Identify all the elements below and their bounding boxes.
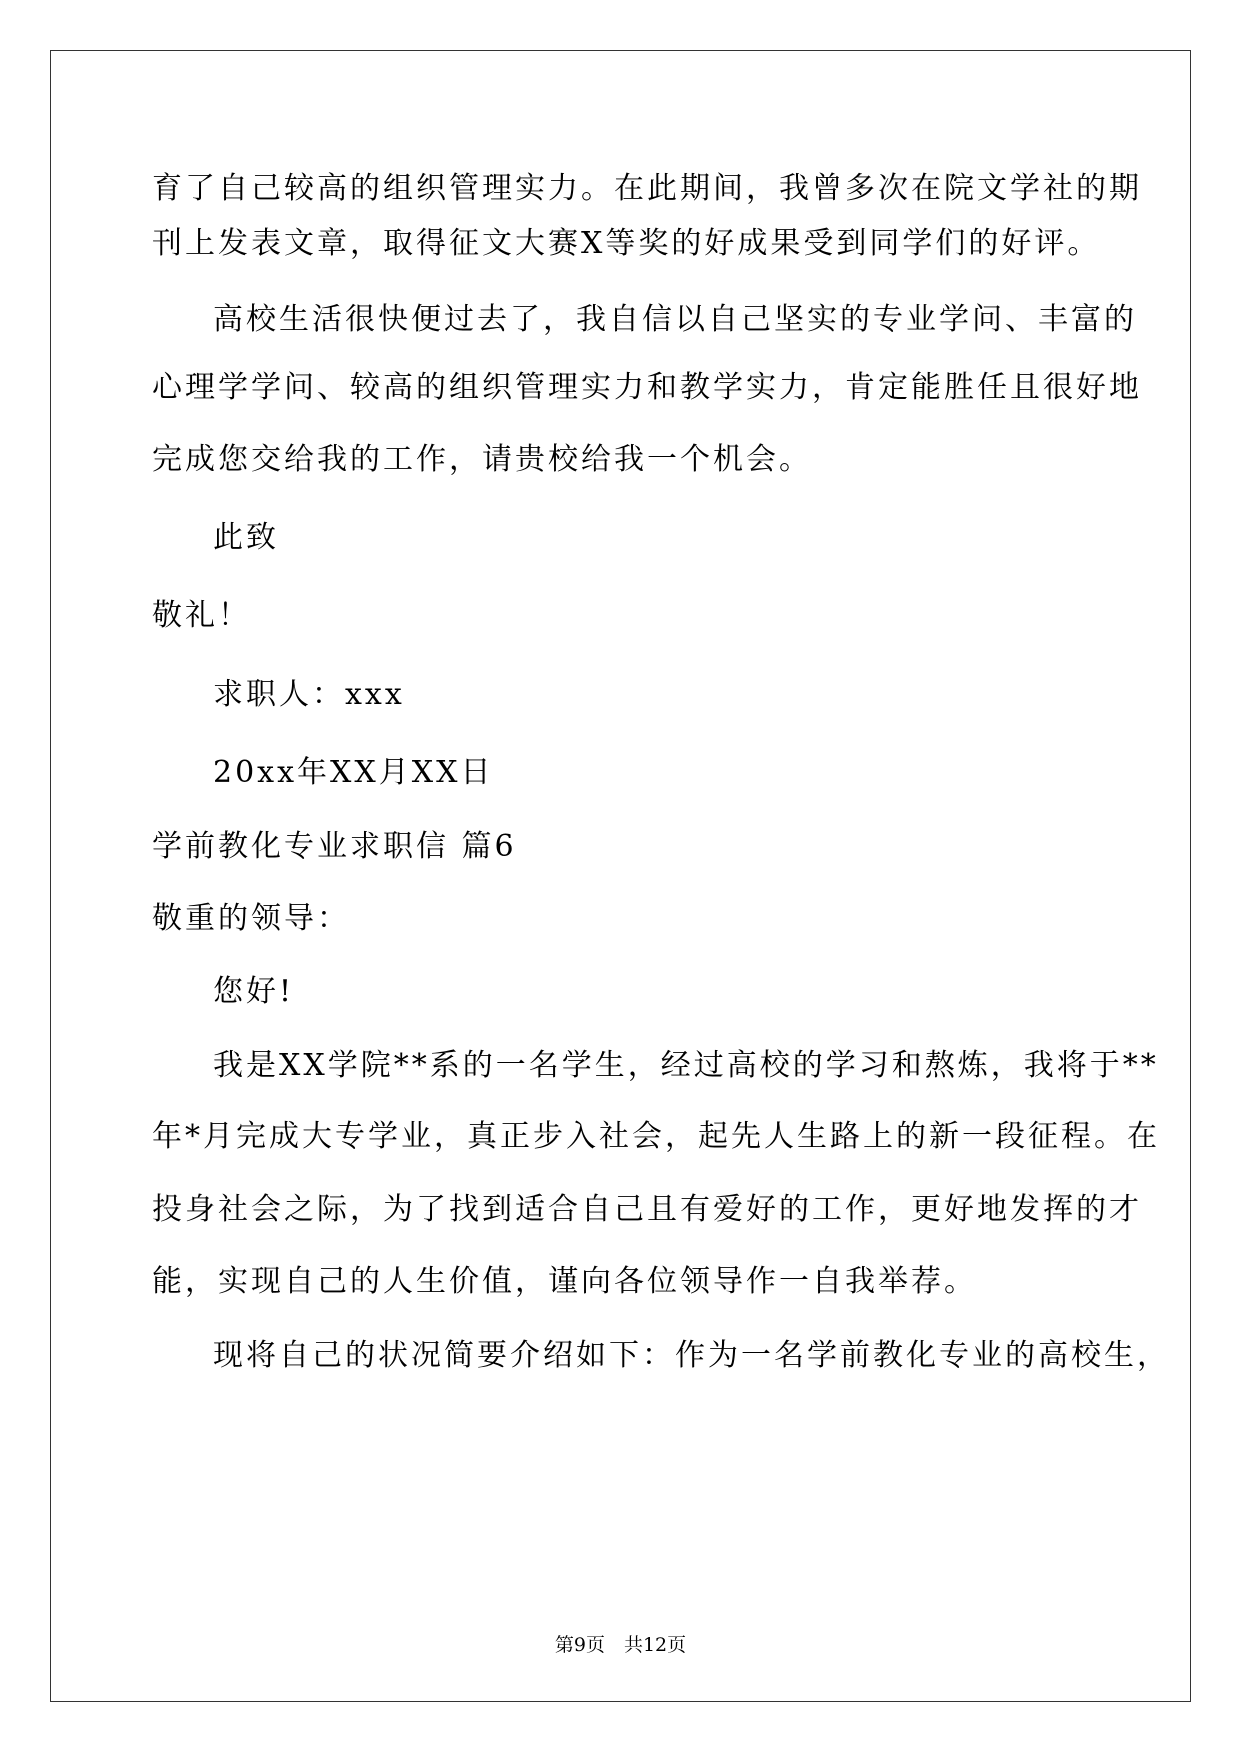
addressee: 敬重的领导： [152,901,350,936]
salutation-respect: 敬礼！ [152,598,251,633]
page-border [50,50,1191,1702]
body-line: 能，实现自己的人生价值，谨向各位领导作一自我举荐。 [152,1264,977,1299]
greeting: 您好! [213,974,295,1009]
body-line: 现将自己的状况简要介绍如下：作为一名学前教化专业的高校生， [213,1338,1170,1373]
body-line: 我是XX学院**系的一名学生，经过高校的学习和熬炼，我将于** [213,1048,1159,1083]
applicant-signature: 求职人：xxx [213,677,405,712]
body-line: 刊上发表文章，取得征文大赛X等奖的好成果受到同学们的好评。 [152,226,1101,261]
body-line: 育了自己较高的组织管理实力。在此期间，我曾多次在院文学社的期 [152,171,1142,206]
body-line: 年*月完成大专学业，真正步入社会，起先人生路上的新一段征程。在 [152,1119,1160,1154]
page-number: 第9页 共12页 [554,1634,687,1656]
salutation-closing: 此致 [213,520,279,555]
body-line: 高校生活很快便过去了，我自信以自己坚实的专业学问、丰富的 [213,302,1137,337]
body-line: 投身社会之际，为了找到适合自己且有爱好的工作，更好地发挥的才 [152,1192,1142,1227]
section-heading: 学前教化专业求职信 篇6 [152,829,517,864]
body-line: 心理学学问、较高的组织管理实力和教学实力，肯定能胜任且很好地 [152,370,1142,405]
body-line: 完成您交给我的工作，请贵校给我一个机会。 [152,442,812,477]
letter-date: 20xx年XX月XX日 [213,755,494,790]
